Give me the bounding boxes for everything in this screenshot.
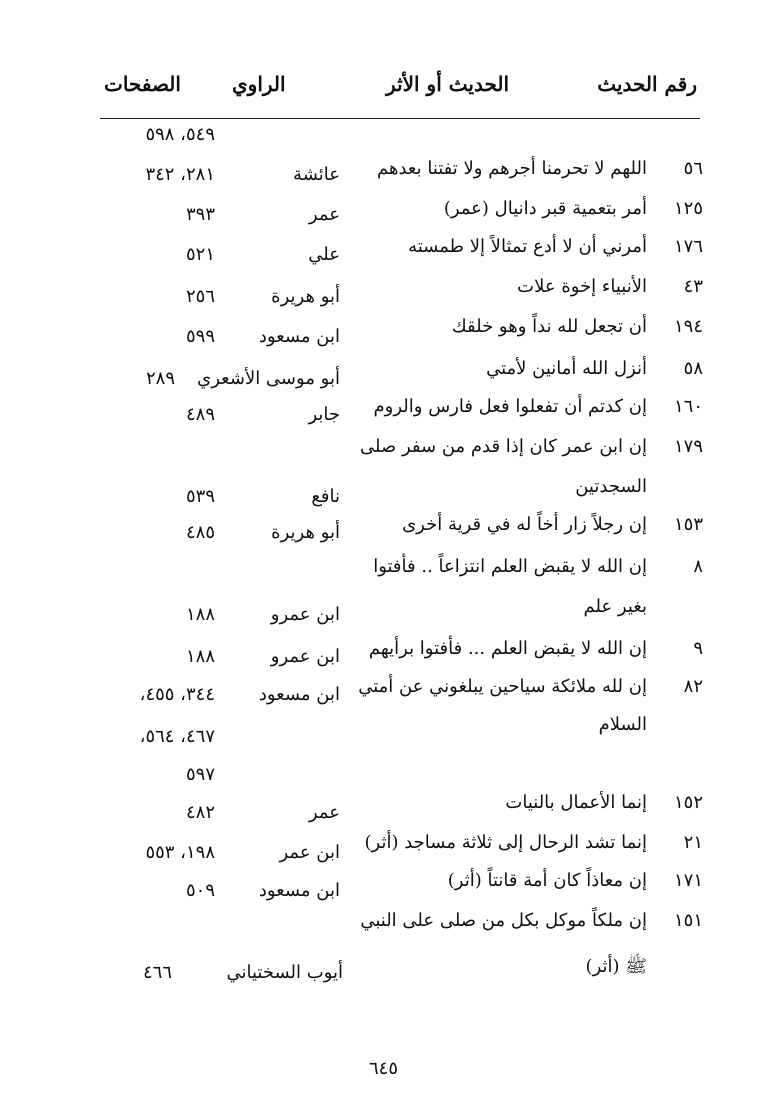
row-pages: ٢٨١، ٣٤٢ (145, 164, 215, 185)
row-narrator: أبو هريرة (271, 522, 340, 543)
row-narrator: عائشة (293, 164, 340, 185)
row-text: إنما تشد الرحال إلى ثلاثة مساجد (أثر) (364, 832, 647, 853)
row-text-continued: ﷺ (أثر) (585, 956, 647, 977)
row-narrator: عمر (308, 802, 340, 823)
row-text: إن لله ملائكة سياحين يبلغوني عن أمتي (358, 676, 647, 697)
row-pages: ٥٩٩ (185, 326, 215, 347)
header-hadith-text: الحديث أو الأثر (386, 72, 509, 96)
row-text: إن الله لا يقبض العلم ... فأفتوا برأيهم (368, 638, 647, 659)
row-number: ٩ (693, 638, 703, 659)
row-text: إن الله لا يقبض العلم انتزاعاً .. فأفتوا (373, 556, 647, 577)
row-narrator: أبو موسى الأشعري (197, 368, 340, 389)
row-number: ٥٨ (683, 358, 703, 379)
row-narrator: ابن عمر (279, 842, 340, 863)
row-pages: ٢٨٩ (145, 368, 175, 389)
row-text: إن ابن عمر كان إذا قدم من سفر صلى (360, 436, 647, 457)
row-narrator: عمر (308, 204, 340, 225)
row-pages: ١٩٨، ٥٥٣ (145, 842, 215, 863)
row-text: إن رجلاً زار أخاً له في قرية أخرى (402, 514, 647, 535)
row-text-continued: بغير علم (583, 596, 647, 617)
row-narrator: علي (308, 244, 340, 265)
row-text: إن ملكاً موكل بكل من صلى على النبي (360, 910, 647, 931)
row-text: إنما الأعمال بالنيات (505, 792, 647, 813)
row-number: ١٢٥ (673, 198, 703, 219)
row-narrator: ابن مسعود (258, 684, 340, 705)
row-pages: ١٨٨ (185, 646, 215, 667)
header-hadith-number: رقم الحديث (597, 72, 697, 96)
row-text: إن معاذاً كان أمة قانتاً (أثر) (447, 870, 647, 891)
row-text: اللهم لا تحرمنا أجرهم ولا تفتنا بعدهم (377, 158, 647, 179)
row-number: ٨ (693, 556, 703, 577)
row-number: ٤٣ (683, 276, 703, 297)
row-number: ١٥٢ (673, 792, 703, 813)
row-text: أنزل الله أمانين لأمتي (486, 358, 647, 379)
row-text: الأنبياء إخوة علات (517, 276, 647, 297)
row-number: ١٩٤ (673, 316, 703, 337)
row-pages: ٤٨٥ (185, 522, 215, 543)
row-narrator: أيوب السختياني (226, 962, 343, 983)
row-pages: ٣٤٤، ٤٥٥، (139, 684, 215, 705)
row-narrator: ابن عمرو (270, 646, 340, 667)
row-pages: ٤٦٦ (142, 962, 172, 983)
row-pages: ٥٠٩ (185, 880, 215, 901)
row-pages: ٥٣٩ (185, 486, 215, 507)
row-pages: ٢٥٦ (185, 286, 215, 307)
row-number: ١٥١ (673, 910, 703, 931)
header-divider (100, 118, 700, 119)
row-pages: ٤٨٢ (185, 802, 215, 823)
row-number: ١٥٣ (673, 514, 703, 535)
row-text: أمرني أن لا أدع تمثالاً إلا طمسته (408, 236, 647, 257)
row-narrator: ابن مسعود (258, 326, 340, 347)
row-narrator: ابن مسعود (258, 880, 340, 901)
row-narrator: نافع (311, 486, 340, 507)
row-text: أن تجعل لله نداً وهو خلقك (451, 316, 647, 337)
page-number: ٦٤٥ (368, 1058, 398, 1079)
row-number: ١٧١ (673, 870, 703, 891)
row-number: ١٧٩ (673, 436, 703, 457)
row-number: ٨٢ (683, 676, 703, 697)
row-narrator: جابر (308, 404, 340, 425)
row-text-continued: السجدتين (575, 476, 647, 497)
row-pages: ٥٢١ (185, 244, 215, 265)
row-number: ١٧٦ (673, 236, 703, 257)
row-number: ٥٦ (683, 158, 703, 179)
row-narrator: أبو هريرة (271, 286, 340, 307)
header-pages: الصفحات (104, 72, 181, 96)
row-narrator: ابن عمرو (270, 604, 340, 625)
header-narrator: الراوي (232, 72, 286, 96)
row-pages-continued: ٥٩٧ (185, 764, 215, 785)
row-pages: ١٨٨ (185, 604, 215, 625)
row-pages: ٥٤٩، ٥٩٨ (145, 124, 215, 145)
row-pages-continued: ٤٦٧، ٥٦٤، (139, 726, 215, 747)
row-text-continued: السلام (598, 714, 647, 735)
row-pages: ٣٩٣ (185, 204, 215, 225)
row-pages: ٤٨٩ (185, 404, 215, 425)
row-number: ١٦٠ (673, 396, 703, 417)
row-text: أمر بتعمية قبر دانيال (عمر) (443, 198, 647, 219)
row-number: ٢١ (683, 832, 703, 853)
row-text: إن كدتم أن تفعلوا فعل فارس والروم (373, 396, 647, 417)
